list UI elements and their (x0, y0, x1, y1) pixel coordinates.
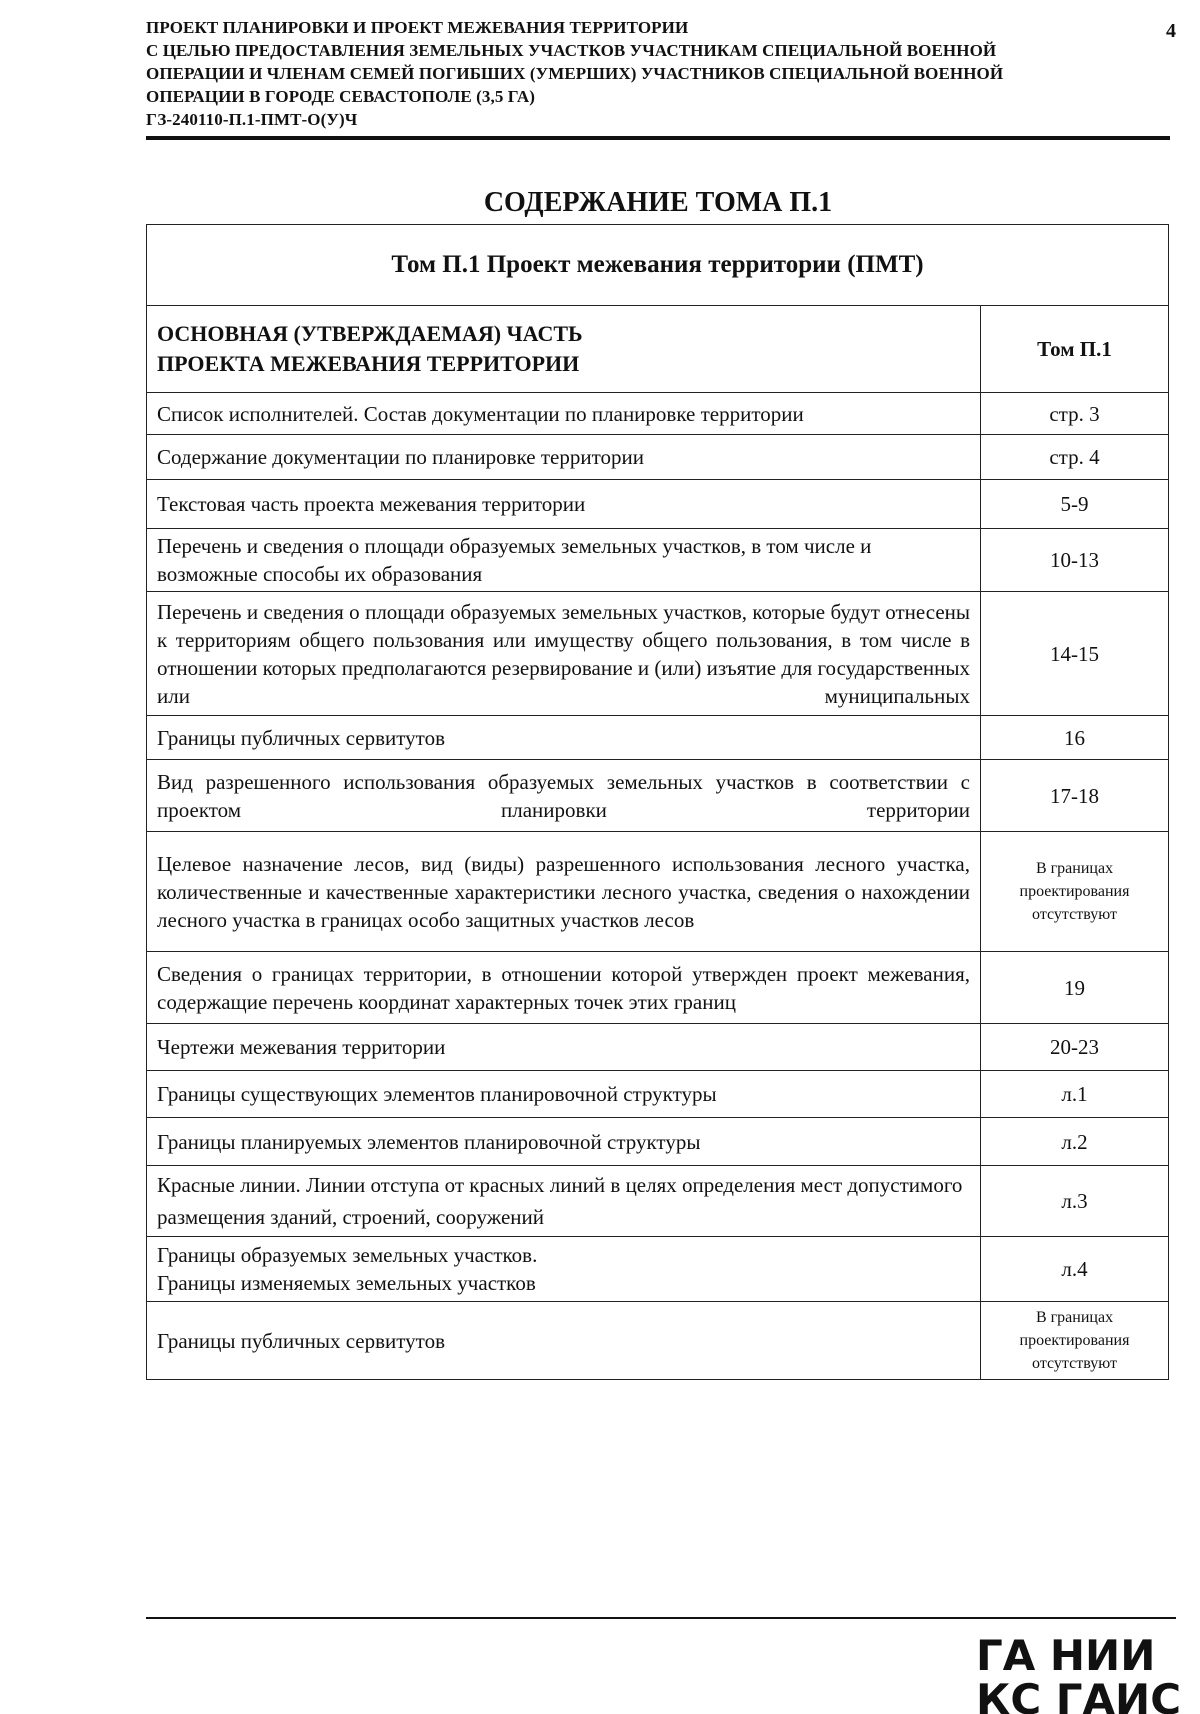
table-row (147, 592, 1169, 716)
document-code: ГЗ-240110-П.1-ПМТ-О(У)Ч (146, 110, 358, 129)
table-row (147, 1302, 1169, 1380)
row-title: Красные линии. Линии отступа от красных линий в целях определения мест допустимого размещения зданий, строений, сооружений (147, 1166, 981, 1237)
header-divider (146, 136, 1170, 140)
row-page: В границах проектирования отсутствуют (981, 1302, 1169, 1380)
header-line: ОПЕРАЦИИ В ГОРОДЕ СЕВАСТОПОЛЕ (3,5 ГА) (146, 87, 535, 106)
header-line: ОПЕРАЦИИ И ЧЛЕНАМ СЕМЕЙ ПОГИБШИХ (УМЕРШИХ) УЧАСТНИКОВ СПЕЦИАЛЬНОЙ ВОЕННОЙ (146, 64, 1004, 83)
header-line: С ЦЕЛЬЮ ПРЕДОСТАВЛЕНИЯ ЗЕМЕЛЬНЫХ УЧАСТКОВ УЧАСТНИКАМ СПЕЦИАЛЬНОЙ ВОЕННОЙ (146, 41, 997, 60)
row-page: 14-15 (981, 592, 1169, 716)
table-row (147, 393, 1169, 435)
row-page: 16 (981, 716, 1169, 760)
row-page: стр. 3 (981, 393, 1169, 435)
contents-title: СОДЕРЖАНИЕ ТОМА П.1 (483, 187, 833, 218)
row-title: Чертежи межевания территории (147, 1024, 981, 1071)
table-row (147, 480, 1169, 529)
table-row (147, 1118, 1169, 1166)
row-page: 17-18 (981, 760, 1169, 832)
row-page: 19 (981, 952, 1169, 1024)
row-page: 20-23 (981, 1024, 1169, 1071)
row-page: 10-13 (981, 529, 1169, 592)
section-volume: Том П.1 (981, 306, 1169, 393)
row-title (147, 1237, 981, 1302)
table-row (147, 435, 1169, 480)
row-title: Границы планируемых элементов планировочной структуры (147, 1118, 981, 1166)
footer-divider (146, 1617, 1176, 1619)
row-title: Вид разрешенного использования образуемых земельных участков в соответствии с проектом планировки территории (147, 760, 981, 832)
table-row (147, 1166, 1169, 1237)
row-page: 5-9 (981, 480, 1169, 529)
row-title-line: Границы изменяемых земельных участков (157, 1271, 536, 1295)
table-row (147, 716, 1169, 760)
volume-row (147, 225, 1169, 306)
row-title: Границы существующих элементов планировочной структуры (147, 1071, 981, 1118)
table-row (147, 529, 1169, 592)
row-page: В границах проектирования отсутствуют (981, 832, 1169, 952)
table-row (147, 1024, 1169, 1071)
volume-title: Том П.1 Проект межевания территории (ПМТ) (147, 225, 1169, 306)
section-row (147, 306, 1169, 393)
contents-table (146, 224, 1169, 1380)
row-page: стр. 4 (981, 435, 1169, 480)
row-page: л.2 (981, 1118, 1169, 1166)
table-row (147, 952, 1169, 1024)
row-title: Текстовая часть проекта межевания территории (147, 480, 981, 529)
section-title (147, 306, 981, 393)
table-row (147, 760, 1169, 832)
section-title-line: ПРОЕКТА МЕЖЕВАНИЯ ТЕРРИТОРИИ (157, 351, 580, 376)
row-page: л.4 (981, 1237, 1169, 1302)
header-line: ПРОЕКТ ПЛАНИРОВКИ И ПРОЕКТ МЕЖЕВАНИЯ ТЕРРИТОРИИ (146, 18, 689, 37)
row-title: Целевое назначение лесов, вид (виды) разрешенного использования лесного участка, количественные и качественные характеристики лесного участка, сведения о нахождении лесного участка в границах особо защитных участков лесов (147, 832, 981, 952)
logo-text-top: ГА НИИ (976, 1631, 1156, 1680)
company-logo (974, 1624, 1182, 1714)
logo-mark (974, 1624, 1182, 1714)
logo-text-bottom: КС ГАИС (976, 1675, 1182, 1714)
page-number: 4 (1166, 20, 1176, 42)
row-page: л.3 (981, 1166, 1169, 1237)
row-title: Границы публичных сервитутов (147, 716, 981, 760)
row-title: Перечень и сведения о площади образуемых земельных участков, в том числе и возможные способы их образования (147, 529, 981, 592)
row-title: Границы публичных сервитутов (147, 1302, 981, 1380)
row-title-line: Границы образуемых земельных участков. (157, 1243, 538, 1267)
row-title: Список исполнителей. Состав документации по планировке территории (147, 393, 981, 435)
row-title: Сведения о границах территории, в отношении которой утвержден проект межевания, содержащие перечень координат характерных точек этих границ (147, 952, 981, 1024)
document-header (146, 16, 1076, 131)
section-title-line: ОСНОВНАЯ (УТВЕРЖДАЕМАЯ) ЧАСТЬ (157, 321, 583, 346)
table-row (147, 832, 1169, 952)
row-title: Содержание документации по планировке территории (147, 435, 981, 480)
row-title: Перечень и сведения о площади образуемых земельных участков, которые будут отнесены к территориям общего пользования или имуществу общего пользования, в том числе в отношении которых предполагаются резервирование и (или) изъятие для государственных или муниципальных (147, 592, 981, 716)
row-page: л.1 (981, 1071, 1169, 1118)
table-row (147, 1071, 1169, 1118)
table-row (147, 1237, 1169, 1302)
